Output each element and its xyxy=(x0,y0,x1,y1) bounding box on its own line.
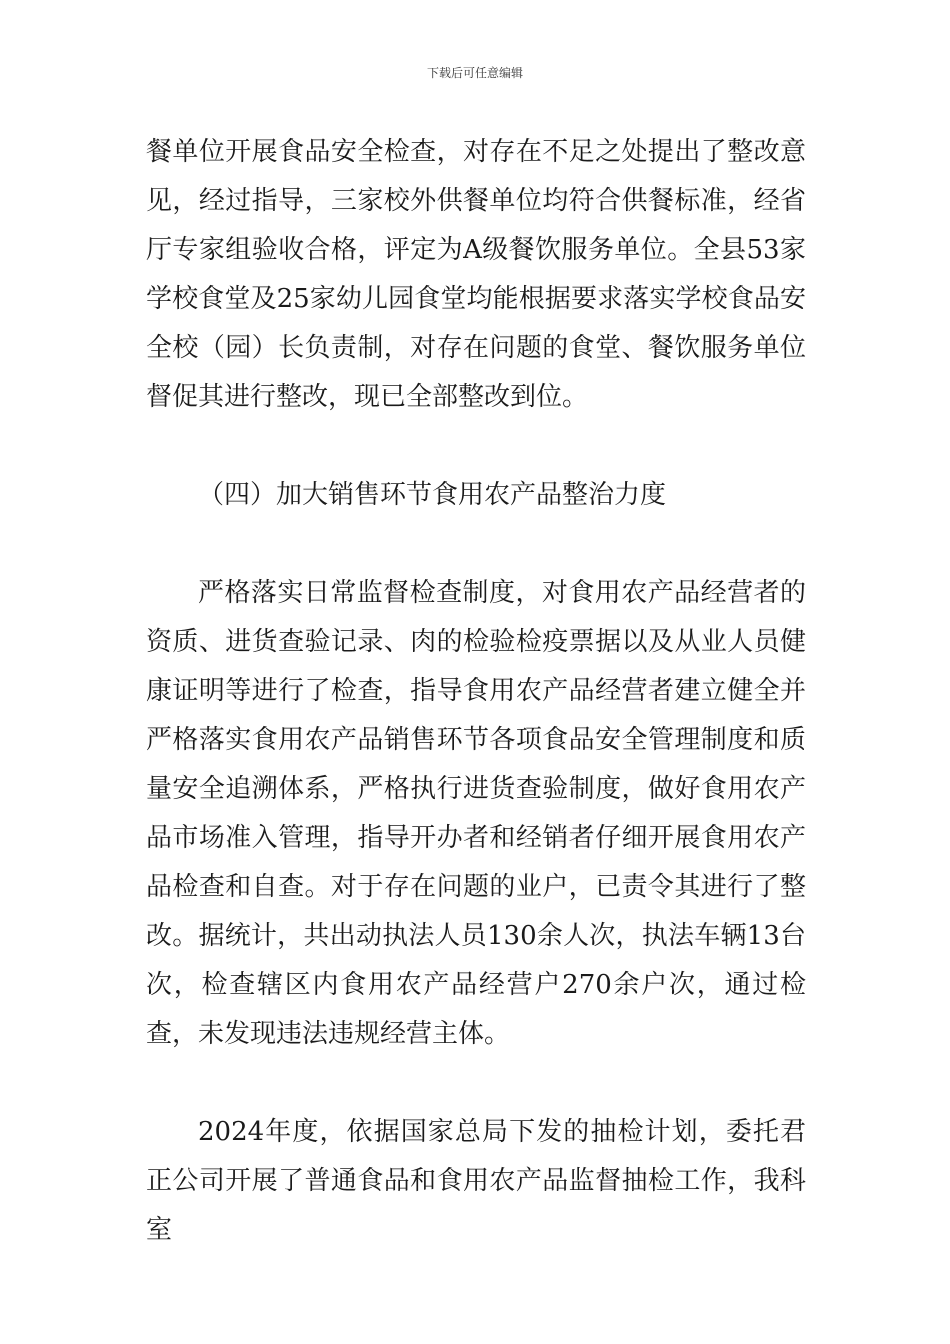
paragraph: 严格落实日常监督检查制度，对食用农产品经营者的资质、进货查验记录、肉的检验检疫票据以及从业人员健康证明等进行了检查，指导食用农产品经营者建立健全并严格落实食用农产品销售环节各项食品安全管理制度和质量安全追溯体系，严格执行进货查验制度，做好食用农产品市场准入管理，指导开办者和经销者仔细开展食用农产品检查和自查。对于存在问题的业户，已责令其进行了整改。据统计，共出动执法人员130余人次，执法车辆13台次，检查辖区内食用农产品经营户270余户次，通过检查，未发现违法违规经营主体。 xyxy=(146,578,806,1049)
paragraph: 2024年度，依据国家总局下发的抽检计划，委托君正公司开展了普通食品和食用农产品监督抽检工作，我科室 xyxy=(146,1117,806,1245)
document-body xyxy=(146,128,806,1255)
page-header: 下载后可任意编辑 xyxy=(426,66,523,80)
paragraph-continued: 餐单位开展食品安全检查，对存在不足之处提出了整改意见，经过指导，三家校外供餐单位均符合供餐标准，经省厅专家组验收合格，评定为A级餐饮服务单位。全县53家学校食堂及25家幼儿园食堂均能根据要求落实学校食品安全校（园）长负责制，对存在问题的食堂、餐饮服务单位督促其进行整改，现已全部整改到位。 xyxy=(146,137,806,412)
section-heading: （四）加大销售环节食用农产品整治力度 xyxy=(198,480,667,510)
